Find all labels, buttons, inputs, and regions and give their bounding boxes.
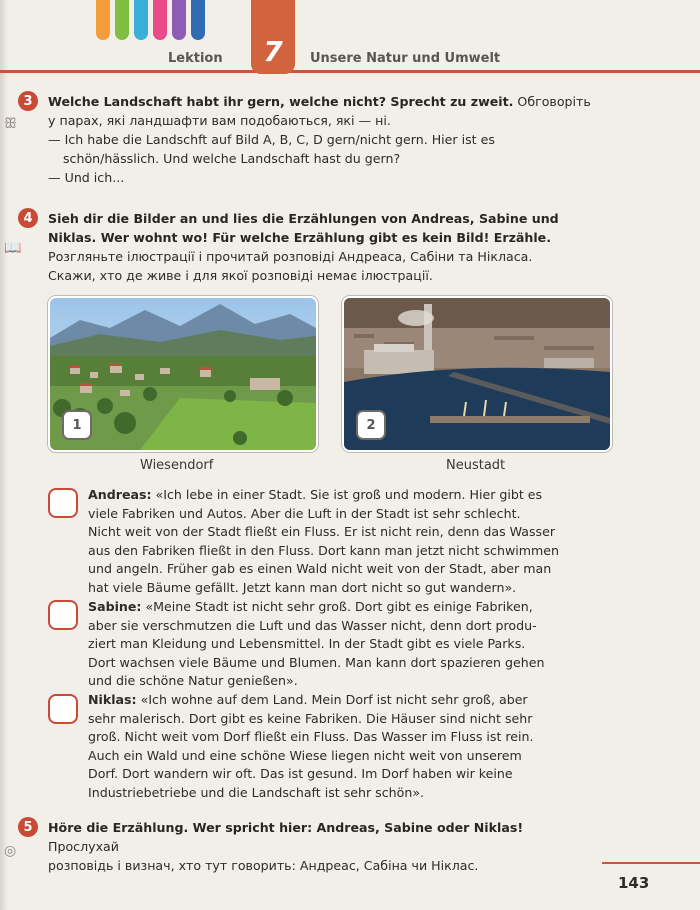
image-label-2: 2 xyxy=(356,410,386,440)
task-4-heading-1: Sieh dir die Bilder an und lies die Erzählungen von Andreas, Sabine und xyxy=(48,211,559,226)
answer-box-sabine[interactable] xyxy=(48,600,78,630)
story-line: aus den Fabriken fließt in den Fluss. Dort kann man jetzt nicht schwimmen xyxy=(88,542,560,558)
task-number-3: 3 xyxy=(18,91,38,111)
reading-book-icon: 📖 xyxy=(4,240,22,256)
story-line: Dorf. Dort wandern wir oft. Das ist gesund. Im Dorf haben wir keine xyxy=(88,766,513,781)
answer-box-andreas[interactable] xyxy=(48,488,78,518)
task-4-heading-2: Niklas. Wer wohnt wo! Für welche Erzählung gibt es kein Bild! Erzähle. xyxy=(48,230,552,245)
speaker-name: Sabine: xyxy=(88,599,142,614)
task-5-heading: Höre die Erzählung. Wer spricht hier: Andreas, Sabine oder Niklas! xyxy=(48,820,524,835)
lektion-label: Lektion xyxy=(168,51,223,66)
story-niklas xyxy=(88,691,596,802)
image-label-1: 1 xyxy=(62,410,92,440)
stripe xyxy=(153,0,167,40)
stripe xyxy=(96,0,110,40)
story-line: «Ich wohne auf dem Land. Mein Dorf ist nicht sehr groß, aber xyxy=(140,692,528,707)
story-line: viele Fabriken und Autos. Aber die Luft in der Stadt ist sehr schlecht. xyxy=(88,505,521,521)
task-5-instruction-1: Прослухай xyxy=(48,839,119,854)
task-3-instruction-2: у парах, які ландшафти вам подобаються, які — ні. xyxy=(48,113,391,128)
task-3-line-2: schön/hässlich. Und welche Landschaft hast du gern? xyxy=(63,151,401,166)
task-number-5: 5 xyxy=(18,817,38,837)
stripe xyxy=(191,0,205,40)
header-divider xyxy=(0,70,700,73)
task-3-heading: Welche Landschaft habt ihr gern, welche nicht? Sprecht zu zweit. xyxy=(48,94,514,109)
story-line: sehr malerisch. Dort gibt es keine Fabriken. Die Häuser sind nicht sehr xyxy=(88,710,533,726)
audio-disc-icon: ◎ xyxy=(4,843,17,859)
pair-talk-icon: ꕥ xyxy=(4,116,17,132)
story-line: «Ich lebe in einer Stadt. Sie ist groß und modern. Hier gibt es xyxy=(155,487,543,502)
task-number-4: 4 xyxy=(18,208,38,228)
page-number: 143 xyxy=(618,874,650,892)
caption-wiesendorf: Wiesendorf xyxy=(140,458,214,473)
story-andreas xyxy=(88,486,596,597)
stripe xyxy=(172,0,186,40)
footer-divider xyxy=(602,862,700,864)
story-line: ziert man Kleidung und Lebensmittel. In der Stadt gibt es viele Parks. xyxy=(88,636,526,651)
task-3-line-3: — Und ich... xyxy=(48,170,125,185)
story-line: «Meine Stadt ist nicht sehr groß. Dort gibt es einige Fabriken, xyxy=(145,599,533,614)
stripe xyxy=(115,0,129,40)
story-line: Auch ein Wald und eine schöne Wiese liegen nicht weit von unserem xyxy=(88,747,522,763)
task-4-instruction-1: Розгляньте ілюстрації і прочитай розповіді Андреаса, Сабіни та Нікласа. xyxy=(48,249,533,264)
speaker-name: Andreas: xyxy=(88,487,152,502)
story-line: groß. Nicht weit vom Dorf fließt ein Fluss. Das Wasser im Fluss ist rein. xyxy=(88,729,534,744)
task-3 xyxy=(48,92,596,187)
story-line: und angeln. Früher gab es einen Wald nicht weit von der Stadt, aber man xyxy=(88,561,552,576)
chapter-tab xyxy=(251,0,295,74)
photo-wiesendorf xyxy=(48,296,318,452)
chapter-number: 7 xyxy=(263,35,283,68)
page-edge xyxy=(0,0,8,910)
task-5 xyxy=(48,818,596,875)
story-line: hat viele Bäume gefällt. Jetzt kann man dort nicht so gut wandern». xyxy=(88,579,517,595)
photo-neustadt xyxy=(342,296,612,452)
story-line: Industriebetriebe und die Landschaft ist sehr schön». xyxy=(88,784,425,800)
stripe xyxy=(134,0,148,40)
speaker-name: Niklas: xyxy=(88,692,137,707)
story-sabine xyxy=(88,598,596,691)
answer-box-niklas[interactable] xyxy=(48,694,78,724)
story-line: Dort wachsen viele Bäume und Blumen. Man kann dort spazieren gehen xyxy=(88,654,545,670)
task-3-line-1: — Ich habe die Landschft auf Bild A, B, C, D gern/nicht gern. Hier ist es xyxy=(48,132,495,147)
story-line: und die schöne Natur genießen». xyxy=(88,673,298,688)
task-4-instruction-2: Скажи, хто де живе і для якої розповіді немає ілюстрації. xyxy=(48,268,433,283)
color-stripes xyxy=(96,0,205,40)
caption-neustadt: Neustadt xyxy=(446,458,506,473)
chapter-topic: Unsere Natur und Umwelt xyxy=(310,51,501,66)
task-4 xyxy=(48,209,596,285)
task-3-instruction-1: Обговоріть xyxy=(517,94,591,109)
story-line: Nicht weit von der Stadt fließt ein Fluss. Er ist nicht rein, denn das Wasser xyxy=(88,524,556,539)
task-5-instruction-2: розповідь і визнач, хто тут говорить: Андреас, Сабіна чи Ніклас. xyxy=(48,858,479,873)
story-line: aber sie verschmutzen die Luft und das Wasser nicht, denn dort produ- xyxy=(88,617,537,633)
